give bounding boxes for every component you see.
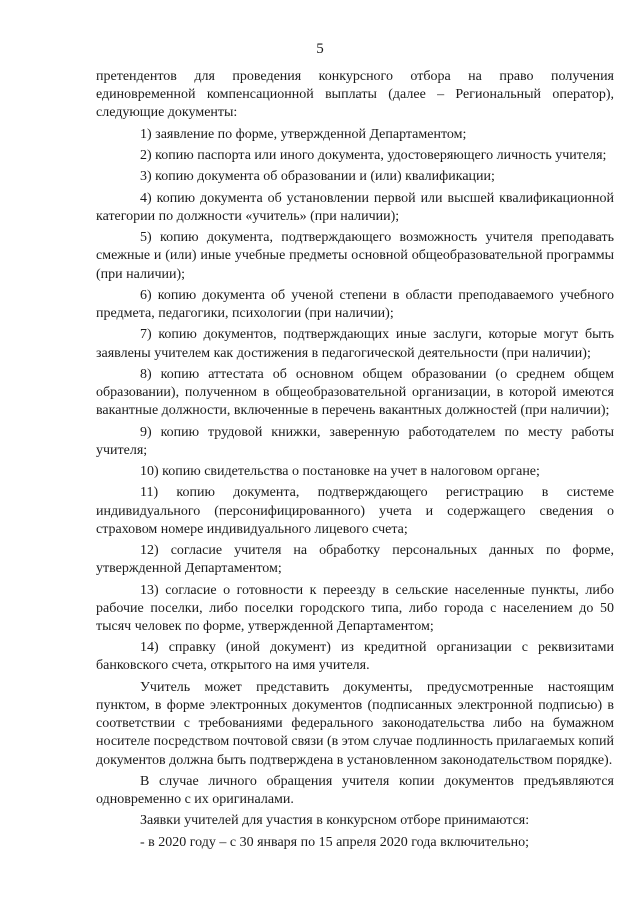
paragraph: 2) копию паспорта или иного документа, удостоверяющего личность учителя; [140,148,607,163]
paragraph: В случае личного обращения учителя копии документов предъявляются одновременно с их оригиналами. [96,773,614,808]
paragraph: 13) согласие о готовности к переезду в сельские населенные пункты, либо рабочие поселки, либо поселки городского типа, либо города с населением до 50 тысяч человек по форме, утвержденной Департаментом; [96,582,614,634]
paragraph: Заявки учителей для участия в конкурсном отборе принимаются: [140,813,530,829]
paragraph: 9) копию трудовой книжки, заверенную работодателем по месту работы учителя; [96,424,614,458]
paragraph: 12) согласие учителя на обработку персональных данных по форме, утвержденной Департаментом; [96,543,614,577]
paragraph: 6) копию документа об ученой степени в области преподаваемого учебного предмета, педагогики, психологии (при наличии); [96,287,614,321]
paragraph: - в 2020 году – с 30 января по 15 апреля 2020 года включительно; [140,834,530,850]
paragraph: 3) копию документа об образовании и (или) квалификации; [140,169,495,185]
paragraph: 7) копию документов, подтверждающих иные заслуги, которые могут быть заявлены учителем как достижения в педагогической деятельности (при наличии); [96,327,614,361]
paragraph: 11) копию документа, подтверждающего регистрацию в системе индивидуального (персонифицированного) учета и содержащего сведения о страховом номере индивидуального лицевого счета; [96,485,614,537]
paragraph: 5) копию документа, подтверждающего возможность учителя преподавать смежные и (или) иные учебные предметы основной общеобразовательной программы (при наличии); [96,230,614,282]
page-number: 5 [316,41,324,57]
paragraph: 1) заявление по форме, утвержденной Департаментом; [140,126,467,142]
paragraph: претендентов для проведения конкурсного отбора на право получения единовременной компенсационной выплаты (далее – Региональный оператор), следующие документы: [96,69,614,121]
paragraph: Учитель может представить документы, предусмотренные настоящим пунктом, в форме электронных документов (подписанных электронной подписью) в соответствии с требованиями федерального законодательства либо на бумажном носителе посредством почтовой связи (в этом случае подлинность прилагаемых копий документов должна быть подтверждена в установленном законодательством порядке). [96,679,614,768]
paragraph: 10) копию свидетельства о постановке на учет в налоговом органе; [140,464,540,479]
paragraph: 4) копию документа об установлении первой или высшей квалификационной категории по должности «учитель» (при наличии); [96,190,614,224]
paragraph: 14) справку (иной документ) из кредитной организации с реквизитами банковского счета, открытого на имя учителя. [96,640,614,674]
paragraph: 8) копию аттестата об основном общем образовании (о среднем общем образовании), полученном в общеобразовательной организации, в которой имеются вакантные должности, включенные в перечень вакантных должностей (при наличии); [96,366,614,419]
document-body [96,68,614,855]
